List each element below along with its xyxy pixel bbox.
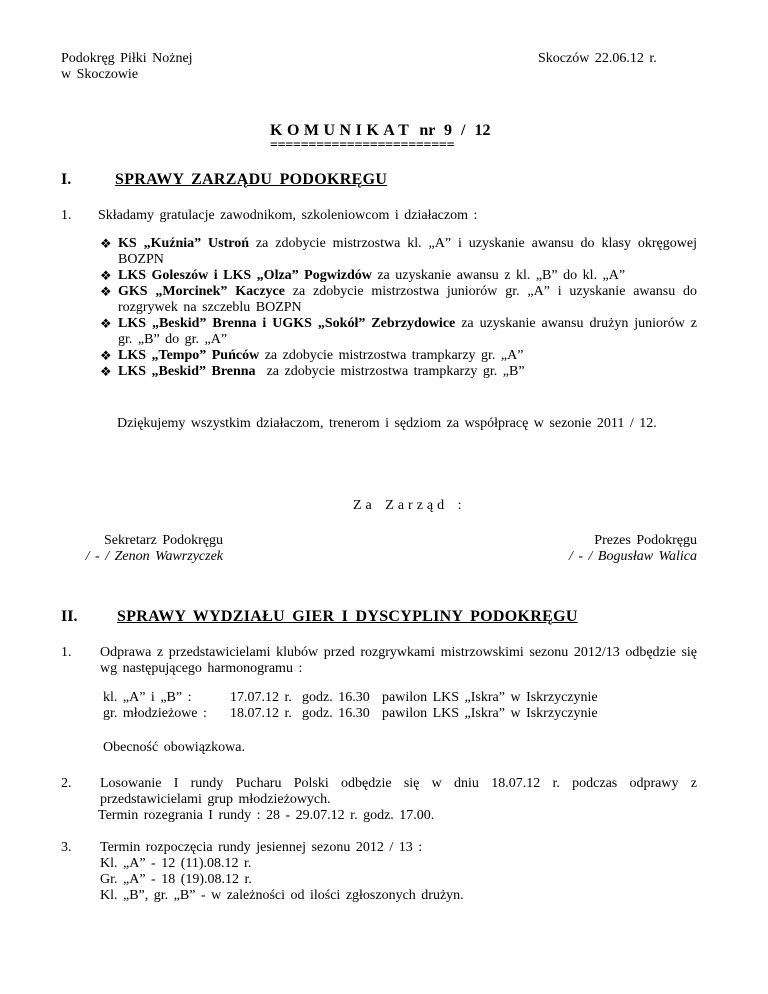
diamond-bullet-icon: ❖ (100, 268, 112, 283)
section-1-number: I. (61, 171, 72, 188)
section-2-item-3-block (100, 840, 697, 904)
section-2-item-1-text: Odprawa z przedstawicielami klubów przed rozgrywkami mistrzowskimi sezonu 2012/13 odbędzie się wg następującego harmonogramu : (100, 645, 697, 676)
secretary-name: / - / Zenon Wawrzyczek (85, 549, 223, 564)
meeting-schedule (103, 690, 598, 722)
board-label: Za Zarząd : (353, 498, 466, 513)
section-1-heading: SPRAWY ZARZĄDU PODOKRĘGU (115, 171, 388, 188)
document-title (270, 123, 490, 139)
thanks-paragraph: Dziękujemy wszystkim działaczom, trenerom i sędziom za współpracę w sezonie 2011 / 12. (117, 416, 657, 431)
diamond-bullet-icon: ❖ (100, 348, 112, 363)
list-item: ❖ LKS „Beskid” Brenna za zdobycie mistrzostwa trampkarzy gr. „B” (100, 364, 525, 379)
diamond-bullet-icon: ❖ (100, 284, 112, 299)
section-2-item-2-number: 2. (61, 776, 72, 791)
season-line: Kl. „A” - 12 (11).08.12 r. (100, 856, 252, 871)
signature-right (520, 533, 697, 565)
title-underline: ======================== (270, 138, 455, 153)
signature-left (63, 533, 223, 565)
section-2-heading: SPRAWY WYDZIAŁU GIER I DYSCYPLINY PODOKRĘGU (117, 608, 578, 625)
diamond-bullet-icon: ❖ (100, 364, 112, 379)
section-2-item-1-number: 1. (61, 645, 72, 660)
president-role: Prezes Podokręgu (594, 533, 697, 548)
season-line: Kl. „B”, gr. „B” - w zależności od ilości zgłoszonych drużyn. (100, 888, 464, 903)
table-row: kl. „A” i „B” : 17.07.12 r. godz. 16.30 pawilon LKS „Iskra” w Iskrzyczynie (103, 690, 598, 705)
section-1-item-1-text: Składamy gratulacje zawodnikom, szkoleniowcom i działaczom : (98, 208, 478, 223)
section-2-number: II. (61, 608, 78, 625)
president-name: / - / Bogusław Walica (568, 549, 697, 564)
season-line: Gr. „A” - 18 (19).08.12 r. (100, 872, 252, 887)
section-2-item-2-text: Losowanie I rundy Pucharu Polski odbędzie się w dniu 18.07.12 r. podczas odprawy z przedstawicielami grup młodzieżowych. (100, 776, 697, 807)
list-item: ❖ GKS „Morcinek” Kaczyce za zdobycie mistrzostwa juniorów gr. „A” i uzyskanie awansu do rozgrywek na szczeblu BOZPN (100, 284, 698, 315)
table-row: gr. młodzieżowe : 18.07.12 r. godz. 16.30 pawilon LKS „Iskra” w Iskrzyczynie (103, 706, 598, 721)
list-item: ❖ LKS „Tempo” Puńców za zdobycie mistrzostwa trampkarzy gr. „A” (100, 348, 524, 363)
title-number: nr 9 / 12 (419, 122, 491, 139)
secretary-role: Sekretarz Podokręgu (103, 533, 223, 548)
season-start-text: Termin rozpoczęcia rundy jesiennej sezonu 2012 / 13 : (100, 840, 423, 855)
list-item: ❖ LKS Goleszów i LKS „Olza” Pogwizdów za uzyskanie awansu z kl. „B” do kl. „A” (100, 268, 626, 283)
congratulations-list (100, 236, 697, 380)
section-1-item-1-number: 1. (61, 208, 72, 223)
attendance-note: Obecność obowiązkowa. (103, 740, 245, 755)
org-line-1: Podokręg Piłki Nożnej (61, 51, 193, 66)
diamond-bullet-icon: ❖ (100, 236, 112, 251)
org-line-2: w Skoczowie (61, 67, 139, 82)
organization-name (61, 51, 193, 83)
diamond-bullet-icon: ❖ (100, 316, 112, 331)
title-word: KOMUNIKAT (270, 122, 414, 139)
cup-term: Termin rozegrania I rundy : 28 - 29.07.12 r. godz. 17.00. (98, 808, 435, 823)
list-item: ❖ KS „Kuźnia” Ustroń za zdobycie mistrzostwa kl. „A” i uzyskanie awansu do klasy okręgowej BOZPN (100, 236, 697, 267)
list-item: ❖ LKS „Beskid” Brenna i UGKS „Sokół” Zebrzydowice za uzyskanie awansu drużyn juniorów z gr. „B” do gr. „A” (100, 316, 697, 347)
section-2-item-3-number: 3. (61, 840, 72, 855)
place-date: Skoczów 22.06.12 r. (538, 51, 657, 66)
